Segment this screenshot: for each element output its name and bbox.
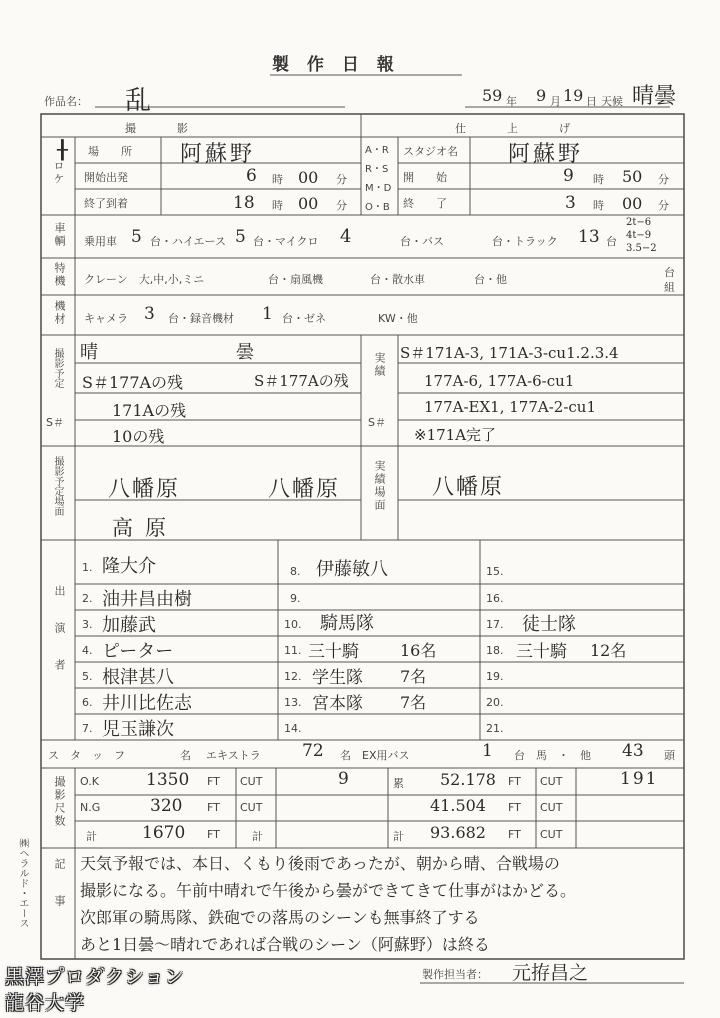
actual-scene-4: ※171A完了 [414,426,497,444]
cum-total-cut-label: CUT [540,828,563,841]
year-unit: 年 [506,95,517,108]
cast-name: 加藤武 [102,615,156,636]
cast-count: 16名 [400,641,437,660]
end-minute: 00 [622,194,643,213]
cast-name: 伊藤敏八 [316,559,388,580]
cast-no: 11. [284,644,302,657]
place-label: 場 所 [88,145,132,158]
planned-weather-cloudy: 曇 [236,342,254,363]
end-label: 終 了 [403,197,447,210]
location-side-mark: ╂ [57,140,68,161]
cumulative-label: 累 [393,777,404,790]
cast-name: 油井昌由樹 [102,589,192,610]
month-value: 9 [536,86,547,105]
day-unit: 日 [586,95,597,108]
special-items: クレーン 大,中,小,ミニ [84,273,205,286]
cast-no: 13. [284,696,302,709]
depart-minute: 00 [298,168,319,187]
finish-column-header: 仕 上 げ [455,122,572,135]
depart-hour-unit: 時 [272,173,283,186]
extra-value: 72 [302,741,324,761]
sprinkler-label: 台・散水車 [370,273,425,286]
cast-no: 19. [486,670,504,683]
ex-bus-label: EX用バス [362,749,410,762]
arrive-minute: 00 [298,194,319,213]
cum-ok-cut-label: CUT [540,775,563,788]
cast-no: 3. [82,618,93,631]
staff-label: ス タ ッ フ [48,749,125,762]
cast-no: 9. [290,592,301,605]
ng-ft: 320 [150,796,183,816]
actual-scene-1: S＃171A-3, 171A-3-cu1.2.3.4 [400,344,619,362]
cut-total-label: 計 [252,830,263,843]
horse-value: 43 [622,741,644,761]
cast-name: 騎馬隊 [320,613,374,634]
start-minute-unit: 分 [658,173,669,186]
special-unit: 台 [664,266,675,279]
cast-side-label: 出演者 [53,585,66,696]
cum-ng-cut-label: CUT [540,801,563,814]
camera-value: 3 [144,304,155,324]
cast-count: 12名 [590,641,627,660]
cum-total-label: 計 [393,830,404,843]
shoot-column-header: 撮 影 [125,122,190,135]
actual-place-1: 八幡原 [432,475,505,500]
truck-note-2: 4t−9 [626,230,652,241]
recorder-label: 台・録音機材 [168,312,234,325]
places-planned-side-label: 撮影予定場面 [52,456,63,516]
arrive-hour: 18 [233,193,255,213]
cum-total-ft: 93.682 [430,823,486,842]
planned-place-1: 八幡原 [108,477,181,502]
cast-no: 4. [82,644,93,657]
ng-label: N.G [80,801,101,814]
ok-cut-label: CUT [240,775,263,788]
ar-code: A・R [365,145,389,156]
form-title: 製 作 日 報 [272,55,400,75]
depart-hour: 6 [246,166,257,186]
truck-value: 13 [578,227,600,247]
cast-no: 7. [82,722,93,735]
start-minute: 50 [622,167,643,186]
cast-no: 21. [486,722,504,735]
bus-label: 台・バス [400,235,444,248]
location-side-label: ロケ [52,160,65,186]
cast-no: 10. [284,618,302,631]
start-hour-unit: 時 [593,173,604,186]
fan-label: 台・扇風機 [268,273,323,286]
cum-ng-ft: 41.504 [430,796,486,815]
cast-no: 18. [486,644,504,657]
car-value: 5 [131,227,142,247]
weather-value: 晴曇 [632,84,677,109]
scenes-planned-side-label: 撮影予定 [52,348,63,388]
ng-cut-label: CUT [240,801,263,814]
archive-watermark-line1: 黒澤プロダクション [5,966,185,988]
planned-scene-3: 10の残 [112,427,165,446]
planned-place-3: 高原 [112,516,178,540]
cast-no: 6. [82,696,93,709]
arrive-label: 終了到着 [84,197,128,210]
special-other-label: 台・他 [474,273,507,286]
end-minute-unit: 分 [658,199,669,212]
total-ft-unit: FT [207,828,220,841]
cast-name: 宮本隊 [312,694,363,714]
cast-name: 根津甚八 [102,667,174,688]
arrive-minute-unit: 分 [336,199,347,212]
place-value: 阿蘇野 [180,142,256,167]
cast-no: 12. [284,670,302,683]
note-line: 次郎軍の騎馬隊、鉄砲での落馬のシーンも無事終了する [80,908,480,927]
micro-label: 台・マイクロ [253,235,319,248]
studio-value: 阿蘇野 [508,142,584,167]
cast-name: 三十騎 [308,642,359,662]
total-label: 計 [86,830,97,843]
cast-name: 三十騎 [516,642,567,662]
equipment-side-label: 機材 [53,300,66,326]
cast-name: 隆大介 [102,556,156,577]
staff-name-unit: 名 [180,749,191,762]
cum-ng-ft-unit: FT [508,801,521,814]
cast-no: 2. [82,592,93,605]
planned-weather-sunny: 晴 [80,342,98,363]
planned-scene-cloudy: S＃177Aの残 [254,372,349,390]
ob-code: O・B [365,202,390,213]
cast-no: 5. [82,670,93,683]
ok-ft-unit: FT [207,775,220,788]
cast-name: ピーター [102,641,174,662]
md-code: M・D [365,183,392,194]
horse-label: 台 馬 ・ 他 [514,749,591,762]
weather-label: 天候 [601,95,623,108]
cast-count: 7名 [400,667,427,686]
truck-unit: 台 [606,235,617,248]
cast-no: 16. [486,592,504,605]
truck-note-3: 3.5−2 [626,243,657,254]
hiace-value: 5 [235,227,246,247]
ng-ft-unit: FT [207,801,220,814]
cast-no: 15. [486,565,504,578]
ok-cut: 9 [338,769,349,789]
start-label: 開 始 [403,171,447,184]
ok-label: O.K [80,775,99,788]
car-label: 乗用車 [84,235,117,248]
recorder-value: 1 [262,304,273,324]
vehicles-side-label: 車輌 [53,222,66,248]
cast-name: 学生隊 [312,668,363,688]
start-hour: 9 [563,166,574,186]
ex-bus-value: 1 [482,741,493,761]
total-ft: 1670 [142,823,186,843]
producer-value: 元拵昌之 [512,962,589,984]
month-unit: 月 [550,95,561,108]
scenes-planned-s-label: S＃ [46,416,64,429]
work-name-label: 作品名： [44,95,88,108]
cum-ok-ft-unit: FT [508,775,521,788]
footage-side-label: 撮影尺数 [53,776,66,828]
cast-no: 1. [82,561,93,574]
cast-no: 20. [486,696,504,709]
cum-ok-ft: 52.178 [440,770,496,789]
cast-name: 井川比佐志 [102,693,192,714]
archive-watermark-line2: 龍谷大学 [5,992,86,1014]
planned-scene-2: 171Aの残 [112,401,187,420]
day-value: 19 [563,86,584,105]
depart-minute-unit: 分 [336,173,347,186]
extra-unit: 名 [340,749,351,762]
generator-label: 台・ゼネ [282,312,326,325]
note-line: 天気予報では、本日、くもり後雨であったが、朝から晴、合戦場の [80,854,560,873]
cum-total-ft-unit: FT [508,828,521,841]
truck-label: 台・トラック [492,235,558,248]
places-actual-side-label: 実績場面 [373,460,386,512]
actual-scene-3: 177A-EX1, 177A-2-cu1 [424,398,596,416]
cast-no: 17. [486,618,504,631]
hiace-label: 台・ハイエース [150,235,227,248]
notes-side-label: 記事 [53,858,66,932]
scenes-actual-s-label: S＃ [368,416,386,429]
cast-name: 徒士隊 [522,614,576,635]
year-value: 59 [482,86,503,105]
end-hour: 3 [565,193,576,213]
producer-label: 製作担当者： [422,968,488,981]
extra-label: エキストラ [206,749,261,762]
end-hour-unit: 時 [593,199,604,212]
cast-count: 7名 [400,693,427,712]
scenes-actual-side-label: 実績 [373,352,386,378]
camera-label: キャメラ [84,312,128,325]
ok-ft: 1350 [146,770,190,790]
company-vertical-label: ㈱ヘラルド・エース [17,838,28,928]
actual-scene-2: 177A-6, 177A-6-cu1 [424,372,575,390]
planned-scene-1: S＃177Aの残 [82,373,184,392]
special-side-label: 特機 [53,262,66,288]
cast-name: 児玉謙次 [102,719,174,740]
kw-label: KW・他 [378,312,418,325]
depart-label: 開始出発 [84,171,128,184]
note-line: あと1日曇〜晴れであれば合戦のシーン（阿蘇野）は終る [80,935,490,954]
arrive-hour-unit: 時 [272,199,283,212]
note-line: 撮影になる。午前中晴れで午後から曇ができてきて仕事がはかどる。 [80,881,577,900]
planned-place-2: 八幡原 [268,477,341,502]
cum-ok-cut: 191 [620,769,659,789]
micro-value: 4 [340,226,352,247]
cast-no: 14. [284,722,302,735]
cast-no: 8. [290,565,301,578]
head-unit: 頭 [664,749,675,762]
work-name-value: 乱 [125,86,152,116]
studio-label: スタジオ名 [403,145,458,158]
truck-note-1: 2t−6 [626,217,652,228]
rs-code: R・S [365,164,389,175]
special-group: 組 [664,281,675,294]
